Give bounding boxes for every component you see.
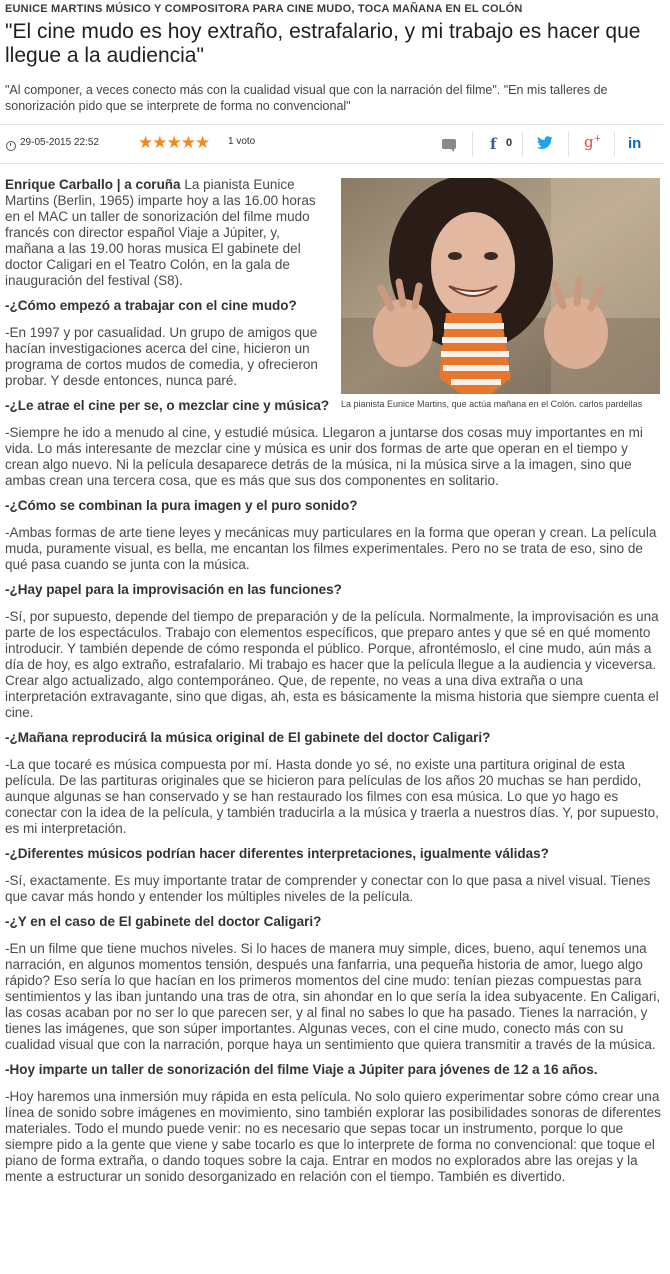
answer: -Sí, por supuesto, depende del tiempo de preparación y de la película. Normalmente, la improvisación es una parte de los espectáculos. Trabajo con elementos específicos, que preparo antes y que sé en qué momento introducir. Y también depende de cómo responda el público. Porque, afrontémoslo, el cine mudo, aún más a día de hoy, es algo extraño, estrafalario. Mi trabajo es hacer que la película llegue a la audiencia y viceversa. Crear algo actualizado, algo contemporáneo. Que, de repente, no veas a una diva extraña o una interpretación extravagante, sino que digas, ah, esta es básicamente la misma historia que siempre cuenta el cine. [5, 609, 659, 720]
clock-icon [6, 141, 16, 151]
photo-caption: La pianista Eunice Martins, que actúa mañana en el Colón. carlos pardellas [341, 399, 643, 409]
divider [522, 131, 523, 157]
question: -¿Y en el caso de El gabinete del doctor Caligari? [5, 914, 322, 929]
answer: -Sí, exactamente. Es muy importante tratar de comprender y conectar con lo que pasa a nivel visual. Tienes que cavar más hondo y entender los múltiples niveles de la película. [5, 873, 651, 904]
twitter-icon[interactable] [536, 136, 554, 150]
article-body [5, 177, 665, 1193]
answer: -En 1997 y por casualidad. Un grupo de amigos que hacían investigaciones acerca del cine, hicieron un programa de cortos mudos de comedia, y ofrecieron probar. Y desde entonces, nunca paré. [5, 325, 318, 388]
question: -¿Diferentes músicos podrían hacer diferentes interpretaciones, igualmente válidas? [5, 846, 549, 861]
vote-count: 1 voto [228, 136, 256, 147]
question: -¿Cómo empezó a trabajar con el cine mudo? [5, 298, 297, 313]
article-kicker: EUNICE MARTINS MÚSICO Y COMPOSITORA PARA CINE MUDO, TOCA MAÑANA EN EL COLÓN [5, 3, 523, 15]
question: -¿Le atrae el cine per se, o mezclar cine y música? [5, 398, 330, 413]
comment-icon[interactable] [442, 139, 456, 149]
question: -¿Cómo se combinan la pura imagen y el puro sonido? [5, 498, 358, 513]
lead-paragraph [5, 177, 321, 289]
linkedin-icon[interactable]: in [628, 135, 642, 152]
question: -Hoy imparte un taller de sonorización del filme Viaje a Júpiter para jóvenes de 12 a 16 años. [5, 1062, 598, 1077]
article-meta-bar [0, 124, 664, 164]
facebook-icon[interactable]: f [490, 135, 497, 153]
google-plus-icon[interactable]: g+ [584, 133, 602, 151]
rating-stars[interactable]: ★★★★★ [138, 133, 210, 152]
article-headline: "El cine mudo es hoy extraño, estrafalario, y mi trabajo es hacer que llegue a la audiencia" [5, 20, 641, 67]
facebook-share-count: 0 [506, 137, 513, 149]
question: -¿Mañana reproducirá la música original de El gabinete del doctor Caligari? [5, 730, 491, 745]
article-subheadline: "Al componer, a veces conecto más con la cualidad visual que con la narración del filme". "En mis talleres de sonorización pido que se interprete de forma no convencional" [5, 83, 608, 113]
question: -¿Hay papel para la improvisación en las funciones? [5, 582, 342, 597]
answer: -La que tocaré es música compuesta por mí. Hasta donde yo sé, no existe una partitura original de esta película. De las partituras originales que se hicieron para películas de los años 20 muchas se han perdido, aunque algunas se han conservado y se han restaurado los filmes con esa música. Lo que yo hago es conectar con la idea de la película, y también traducirla a la música y traerla a nuestros días. Y, por supuesto, es mi interpretación. [5, 757, 659, 836]
divider [472, 131, 473, 157]
divider [568, 131, 569, 157]
byline: Enrique Carballo | a coruña [5, 177, 181, 192]
divider [614, 131, 615, 157]
answer: -Siempre he ido a menudo al cine, y estudié música. Llegaron a juntarse dos cosas muy importantes en mi vida. Lo más interesante de mezclar cine y música es unir dos formas de arte que operan en el tiempo y crean algo nuevo. Ni la película desaparece detrás de la música, ni la música sirve a la imagen, sino que ambas crean una tercera cosa, que es más que sus dos componentes en solitario. [5, 425, 643, 488]
answer: -Ambas formas de arte tiene leyes y mecánicas muy particulares en la forma que operan y crean. La película muda, puramente visual, es bella, me encantan los filmes experimentales. Pero no se trata de eso, sino de qué pasa cuando se junta con la música. [5, 525, 657, 572]
lead-text: La pianista Eunice Martins (Berlin, 1965) imparte hoy a las 16.00 horas en el MAC un taller de sonorización del filme mudo francés con director español Viaje a Júpiter, y, mañana a las 19.00 horas musica El gabinete del doctor Caligari en el Teatro Colón, en la gala de inauguración del festival (S8). [5, 177, 316, 288]
publish-date: 29-05-2015 22:52 [20, 137, 99, 148]
answer: -Hoy haremos una inmersión muy rápida en esta película. No solo quiero experimentar sobre cómo crear una línea de sonido sobre imágenes en movimiento, sino también explorar las posibilidades sonoras de diferentes materiales. Todo el mundo puede venir: no es necesario que sepas tocar un instrumento, porque lo que siempre pido a la gente que viene y sabe tocarlo es que lo interprete de forma no convencional: que toque el piano de forma extraña, o dando toques sobre la caja. Entrar en modos no explorados abre las orejas y la mente a estructurar un sonido desorganizado en relación con el tiempo. También es divertido. [5, 1089, 661, 1184]
answer: -En un filme que tiene muchos niveles. Si lo haces de manera muy simple, dices, bueno, aquí tenemos una narración, en algunos momentos tensión, después una fanfarria, una pequeña historia de amor, luego algo rápido? Eso sería lo que hacían en los primeros momentos del cine mudo: tenían piezas compuestas para sentimientos y las iban juntando una tras de otra, sin ahondar en lo que sería la idea subyacente. En Caligari, las cosas acaban por no ser lo que parecen ser, y al final no sabes lo que ha pasado. Tienes la narración, y tienes las imágenes, que son súper importantes. Algunas veces, con el cine mudo, conecto más con su cualidad visual que con la narración, porque haya un sentimiento que quiera transmitir a través de la música. [5, 941, 661, 1052]
